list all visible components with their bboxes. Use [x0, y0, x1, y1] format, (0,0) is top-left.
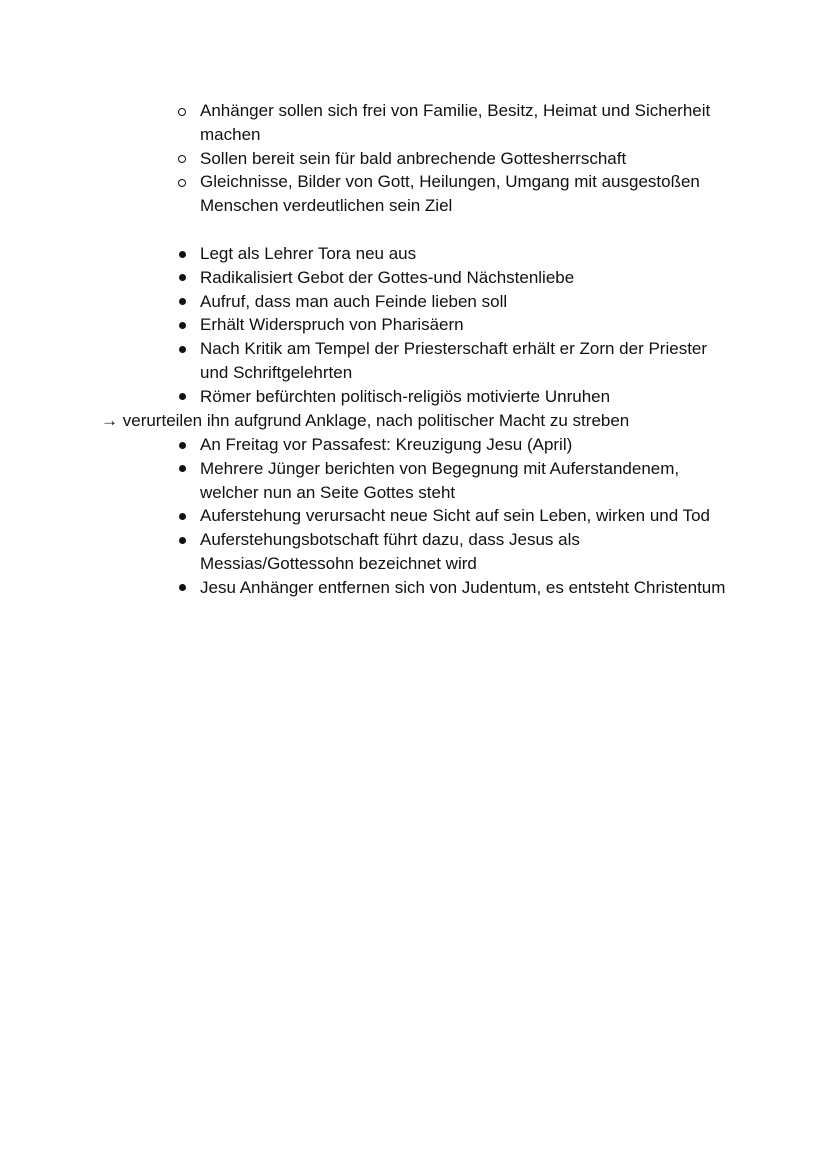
list-item — [175, 170, 735, 218]
disc-bullet-icon — [175, 313, 189, 329]
list-item — [175, 147, 735, 171]
list-item — [175, 337, 735, 385]
list-item-text: Auferstehung verursacht neue Sicht auf sein Leben, wirken und Tod — [200, 506, 711, 526]
list-item — [175, 457, 735, 505]
list-item-text: Erhält Widerspruch von Pharisäern — [200, 315, 464, 335]
list-item — [175, 433, 735, 457]
list-item — [175, 313, 735, 337]
circle-bullet-list — [175, 99, 735, 218]
disc-bullet-icon — [175, 433, 189, 449]
list-item-text: Anhänger sollen sich frei von Familie, Besitz, Heimat und Sicherheit machen — [200, 101, 711, 144]
list-item-text: Nach Kritik am Tempel der Priesterschaft erhält er Zorn der Priester und Schriftgelehrten — [200, 339, 708, 382]
list-item — [175, 266, 735, 290]
list-item-text: Mehrere Jünger berichten von Begegnung mit Auferstandenem, welcher nun an Seite Gottes steht — [200, 458, 680, 502]
list-item-text: Römer befürchten politisch-religiös motivierte Unruhen — [200, 386, 611, 406]
disc-bullet-icon — [175, 457, 189, 473]
disc-bullet-icon — [175, 266, 189, 282]
bullet-list-resurrection — [175, 433, 735, 600]
disc-bullet-icon — [175, 337, 189, 353]
bullet-list-teaching — [175, 242, 735, 409]
list-item — [175, 528, 735, 576]
list-item-text: Legt als Lehrer Tora neu aus — [200, 244, 417, 263]
list-item-text: Aufruf, dass man auch Feinde lieben soll — [200, 291, 508, 311]
list-item-text: Radikalisiert Gebot der Gottes-und Nächstenliebe — [200, 267, 575, 287]
circle-bullet-icon — [175, 170, 189, 187]
list-item — [175, 290, 735, 314]
list-item-text: Gleichnisse, Bilder von Gott, Heilungen, Umgang mit ausgestoßen Menschen verdeutlichen sein Ziel — [200, 172, 700, 216]
right-arrow-icon: → — [101, 411, 118, 430]
list-item — [175, 99, 735, 147]
list-item — [175, 576, 735, 600]
disc-bullet-icon — [175, 528, 189, 544]
list-item-text: Auferstehungsbotschaft führt dazu, dass Jesus als Messias/Gottessohn bezeichnet wird — [200, 530, 580, 573]
list-item — [175, 385, 735, 409]
disc-bullet-icon — [175, 242, 189, 258]
disc-bullet-icon — [175, 290, 189, 306]
list-item — [175, 242, 735, 266]
circle-bullet-icon — [175, 99, 189, 116]
conclusion-text: verurteilen ihn aufgrund Anklage, nach politischer Macht zu streben — [122, 411, 630, 430]
list-item — [175, 504, 735, 528]
disc-bullet-icon — [175, 576, 189, 592]
circle-bullet-icon — [175, 147, 189, 164]
disc-bullet-icon — [175, 504, 189, 520]
list-item-text: Sollen bereit sein für bald anbrechende Gottesherrschaft — [200, 148, 627, 168]
list-item-text: Jesu Anhänger entfernen sich von Judentum, es entsteht Christentum — [200, 577, 726, 597]
disc-bullet-icon — [175, 385, 189, 401]
list-item-text: An Freitag vor Passafest: Kreuzigung Jesu (April) — [200, 435, 573, 454]
conclusion-line — [101, 409, 629, 433]
